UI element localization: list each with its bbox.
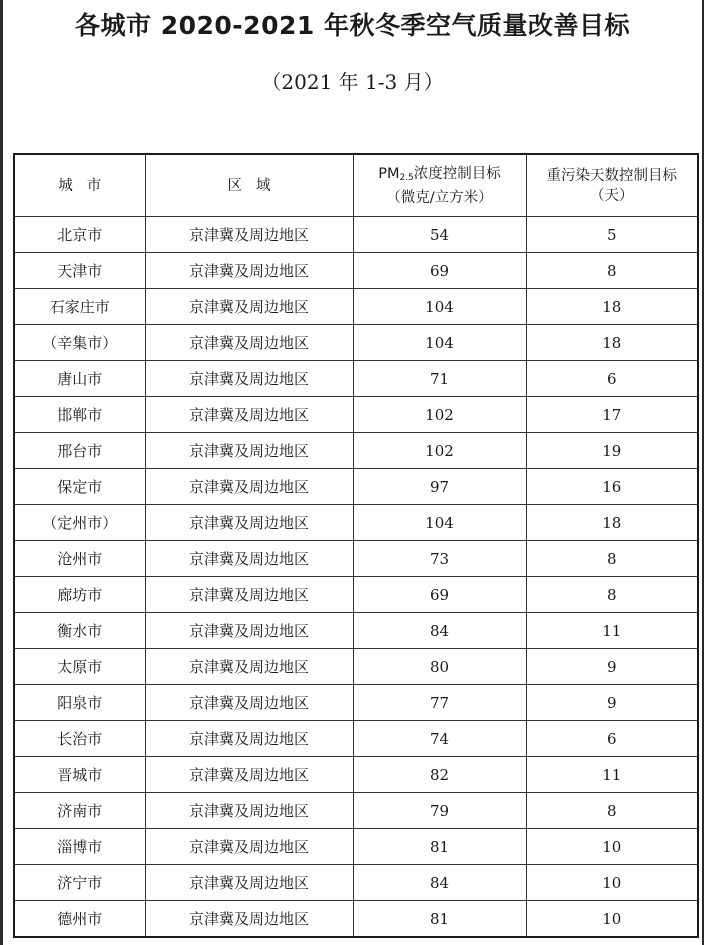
header-city [14,154,145,217]
header-pollution-days-unit: （天） [590,187,634,204]
table-header-row [14,154,698,217]
table-row [14,685,698,721]
cell-pollution-days: 16 [526,469,698,505]
table-row [14,757,698,793]
table-row [14,649,698,685]
header-city-label: 城市 [58,177,116,194]
cell-pollution-days: 10 [526,829,698,865]
cell-city: 唐山市 [14,361,145,397]
table-row [14,253,698,289]
cell-pm25: 74 [353,721,526,757]
header-pollution-days [526,154,698,217]
cell-city: 德州市 [14,901,145,938]
cell-pollution-days: 6 [526,721,698,757]
cell-pm25: 97 [353,469,526,505]
cell-region: 京津冀及周边地区 [145,613,353,649]
page-title: 各城市 2020-2021 年秋冬季空气质量改善目标 [75,11,630,40]
cell-region: 京津冀及周边地区 [145,217,353,253]
cell-region: 京津冀及周边地区 [145,757,353,793]
cell-pm25: 69 [353,577,526,613]
cell-region: 京津冀及周边地区 [145,685,353,721]
cell-pm25: 79 [353,793,526,829]
table-row [14,577,698,613]
cell-region: 京津冀及周边地区 [145,829,353,865]
cell-city: 邢台市 [14,433,145,469]
cell-pm25: 84 [353,865,526,901]
header-pm25-subscript: 2.5 [399,172,414,183]
header-pollution-days-title: 重污染天数控制目标 [546,167,677,184]
cell-pm25: 82 [353,757,526,793]
cell-pm25: 54 [353,217,526,253]
cell-region: 京津冀及周边地区 [145,469,353,505]
air-quality-targets-table [13,153,699,938]
table-row [14,505,698,541]
header-region [145,154,353,217]
table-body [14,217,698,938]
cell-region: 京津冀及周边地区 [145,289,353,325]
cell-city: 太原市 [14,649,145,685]
cell-region: 京津冀及周边地区 [145,721,353,757]
cell-pollution-days: 17 [526,397,698,433]
cell-pm25: 104 [353,289,526,325]
cell-region: 京津冀及周边地区 [145,793,353,829]
cell-region: 京津冀及周边地区 [145,325,353,361]
cell-pollution-days: 5 [526,217,698,253]
cell-region: 京津冀及周边地区 [145,505,353,541]
cell-pm25: 102 [353,397,526,433]
cell-city: 阳泉市 [14,685,145,721]
table-row [14,793,698,829]
cell-city: 天津市 [14,253,145,289]
cell-pollution-days: 8 [526,541,698,577]
cell-pollution-days: 19 [526,433,698,469]
cell-pollution-days: 9 [526,685,698,721]
cell-city: 长治市 [14,721,145,757]
header-pm25-suffix: 浓度控制目标 [413,165,501,182]
cell-pollution-days: 11 [526,613,698,649]
cell-city: 沧州市 [14,541,145,577]
header-pm25 [353,154,526,217]
cell-pm25: 77 [353,685,526,721]
table-row [14,289,698,325]
cell-city: 济南市 [14,793,145,829]
header-region-label: 区域 [227,177,285,194]
cell-pm25: 80 [353,649,526,685]
table-row [14,829,698,865]
cell-city: （辛集市） [14,325,145,361]
cell-pm25: 81 [353,901,526,938]
cell-region: 京津冀及周边地区 [145,361,353,397]
cell-region: 京津冀及周边地区 [145,865,353,901]
table-row [14,325,698,361]
cell-city: 晋城市 [14,757,145,793]
cell-pollution-days: 11 [526,757,698,793]
cell-pollution-days: 18 [526,325,698,361]
cell-pollution-days: 6 [526,361,698,397]
cell-city: 邯郸市 [14,397,145,433]
table-row [14,865,698,901]
table-row [14,397,698,433]
header-pm25-prefix: PM [378,165,400,182]
cell-city: 济宁市 [14,865,145,901]
cell-city: （定州市） [14,505,145,541]
cell-city: 淄博市 [14,829,145,865]
cell-region: 京津冀及周边地区 [145,541,353,577]
cell-pollution-days: 8 [526,253,698,289]
table-row [14,361,698,397]
cell-city: 衡水市 [14,613,145,649]
cell-region: 京津冀及周边地区 [145,649,353,685]
cell-city: 北京市 [14,217,145,253]
cell-pm25: 69 [353,253,526,289]
cell-pm25: 81 [353,829,526,865]
cell-pollution-days: 8 [526,577,698,613]
cell-city: 保定市 [14,469,145,505]
cell-pm25: 84 [353,613,526,649]
table-row [14,217,698,253]
cell-pm25: 102 [353,433,526,469]
cell-pollution-days: 8 [526,793,698,829]
cell-pollution-days: 18 [526,505,698,541]
cell-city: 廊坊市 [14,577,145,613]
cell-pm25: 104 [353,505,526,541]
page-subtitle: （2021 年 1-3 月） [261,70,444,94]
table-row [14,469,698,505]
cell-region: 京津冀及周边地区 [145,397,353,433]
cell-region: 京津冀及周边地区 [145,253,353,289]
cell-pollution-days: 18 [526,289,698,325]
header-pm25-unit: （微克/立方米） [386,189,493,206]
table-row [14,721,698,757]
table-row [14,613,698,649]
cell-pollution-days: 10 [526,865,698,901]
table-row [14,901,698,938]
table-row [14,541,698,577]
cell-pm25: 73 [353,541,526,577]
header-pm25-title [354,164,526,188]
table-row [14,433,698,469]
cell-pm25: 104 [353,325,526,361]
cell-pollution-days: 9 [526,649,698,685]
cell-pollution-days: 10 [526,901,698,938]
cell-city: 石家庄市 [14,289,145,325]
cell-region: 京津冀及周边地区 [145,577,353,613]
cell-pm25: 71 [353,361,526,397]
cell-region: 京津冀及周边地区 [145,901,353,938]
cell-region: 京津冀及周边地区 [145,433,353,469]
